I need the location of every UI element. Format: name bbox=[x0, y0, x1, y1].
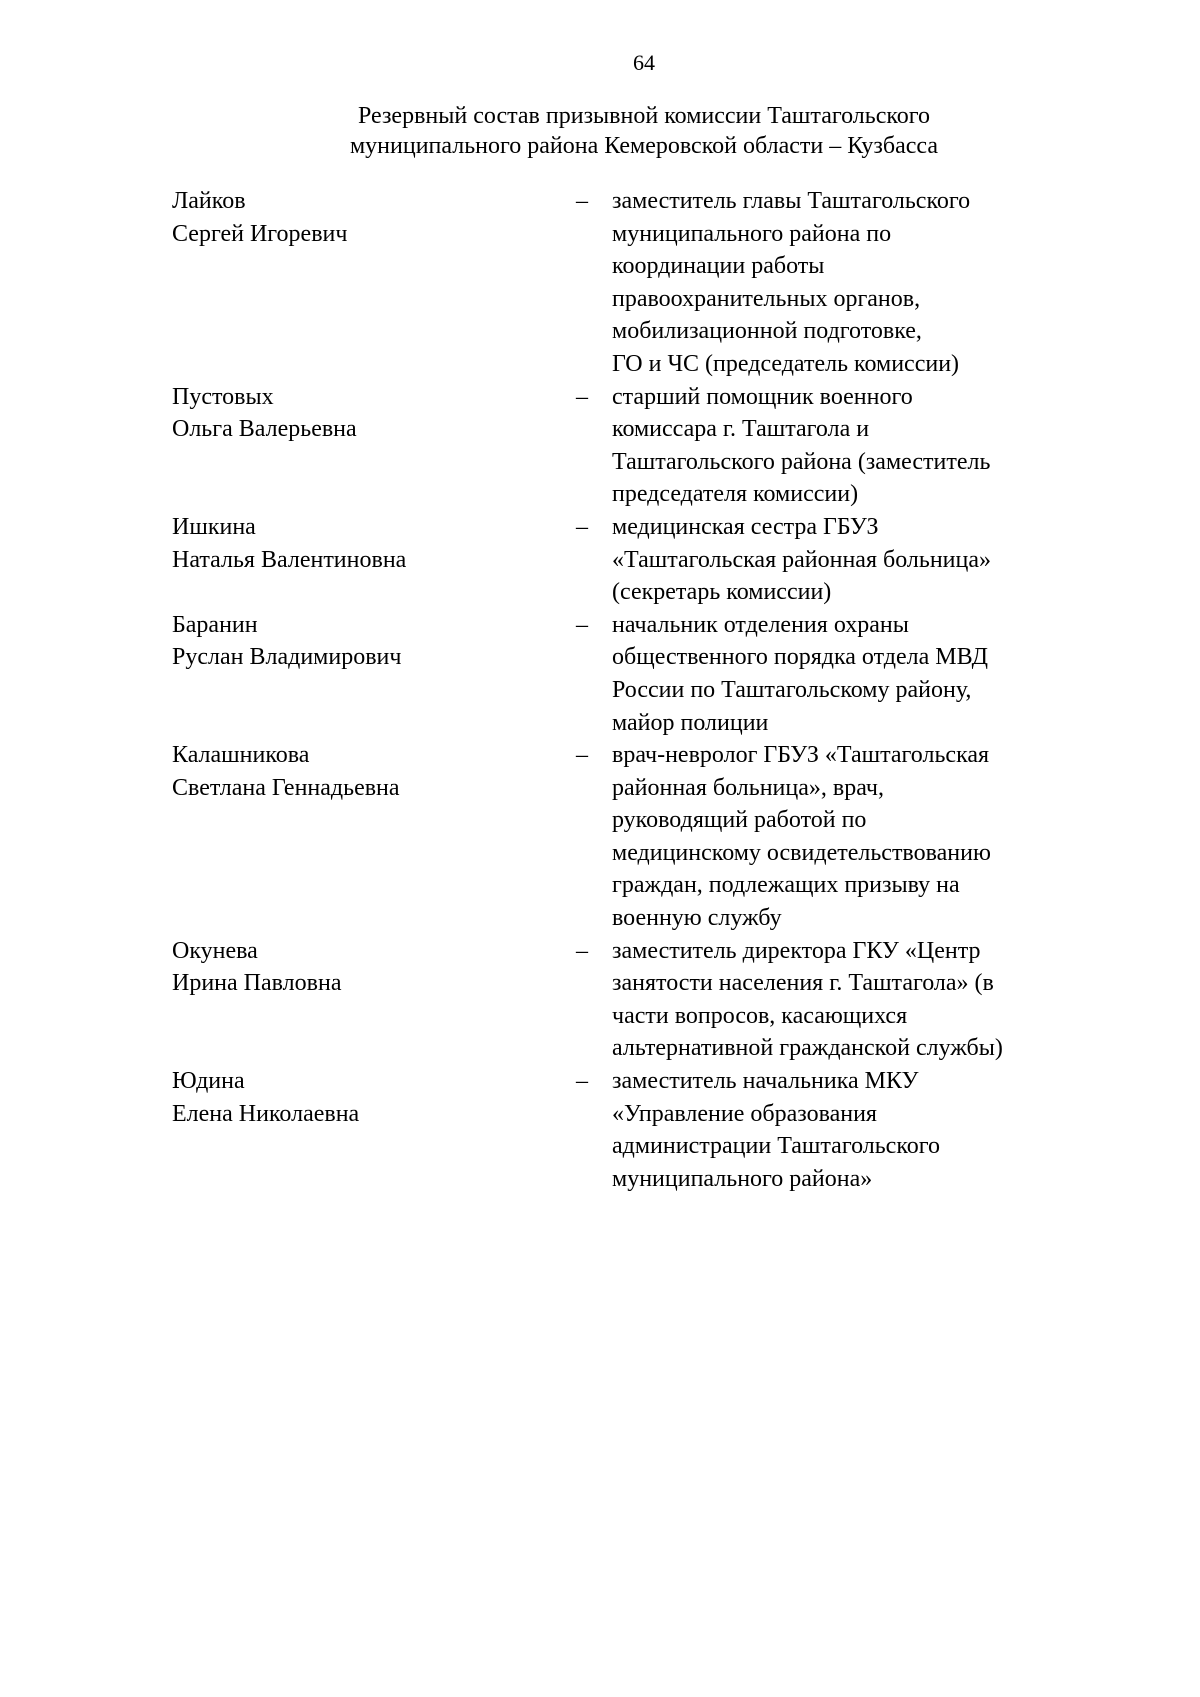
member-row bbox=[172, 511, 1102, 609]
member-role-line: альтернативной гражданской службы) bbox=[612, 1035, 1003, 1062]
member-row bbox=[172, 381, 1102, 511]
member-role-line: заместитель главы Таштагольского bbox=[612, 188, 971, 214]
member-dash: – bbox=[576, 513, 588, 540]
document-title bbox=[0, 101, 1200, 161]
member-role bbox=[612, 381, 1102, 511]
member-role-line: районная больница», врач, bbox=[612, 774, 884, 801]
page-number: 64 bbox=[633, 50, 655, 75]
member-role-line: координации работы bbox=[612, 253, 825, 280]
member-role-line: «Управление образования bbox=[612, 1100, 877, 1127]
member-role-line: медицинскому освидетельствованию bbox=[612, 839, 991, 866]
member-role bbox=[612, 511, 1102, 609]
member-given-names: Наталья Валентиновна bbox=[172, 546, 407, 573]
member-name bbox=[172, 609, 572, 739]
member-role-line: начальник отделения охраны bbox=[612, 611, 909, 638]
member-dash: – bbox=[576, 188, 588, 214]
member-row bbox=[172, 739, 1102, 935]
document-title-line-2: муниципального района Кемеровской области – Кузбасса bbox=[349, 133, 938, 159]
member-role-line: руководящий работой по bbox=[612, 807, 867, 834]
member-role-line: «Таштагольская районная больница» bbox=[612, 546, 991, 573]
member-dash: – bbox=[576, 383, 588, 410]
member-row bbox=[172, 185, 1102, 381]
member-given-names: Елена Николаевна bbox=[172, 1100, 360, 1127]
member-role-line: общественного порядка отдела МВД bbox=[612, 644, 989, 671]
member-role-line: занятости населения г. Таштагола» (в bbox=[612, 970, 994, 997]
member-role-line: заместитель директора ГКУ «Центр bbox=[612, 937, 981, 964]
member-role-line: председателя комиссии) bbox=[612, 481, 859, 508]
member-given-names: Светлана Геннадьевна bbox=[172, 774, 400, 801]
member-role-line: заместитель начальника МКУ bbox=[612, 1068, 919, 1095]
member-role bbox=[612, 739, 1102, 935]
member-given-names: Сергей Игоревич bbox=[172, 220, 348, 247]
member-name bbox=[172, 185, 572, 381]
member-given-names: Ольга Валерьевна bbox=[172, 416, 357, 443]
member-surname: Ишкина bbox=[172, 513, 256, 540]
member-role-line: России по Таштагольскому району, bbox=[612, 676, 972, 703]
member-row bbox=[172, 935, 1102, 1065]
member-role bbox=[612, 935, 1102, 1065]
member-name bbox=[172, 935, 572, 1065]
member-surname: Лайков bbox=[172, 188, 246, 214]
member-role-line: майор полиции bbox=[612, 709, 769, 736]
member-surname: Пустовых bbox=[172, 383, 274, 410]
member-row bbox=[172, 1065, 1102, 1195]
member-role-line: врач-невролог ГБУЗ «Таштагольская bbox=[612, 742, 990, 769]
member-role bbox=[612, 185, 1102, 381]
member-role-line: муниципального района» bbox=[612, 1165, 873, 1192]
member-role-line: (секретарь комиссии) bbox=[612, 579, 832, 606]
member-role-line: правоохранительных органов, bbox=[612, 285, 921, 312]
members-list bbox=[172, 185, 1102, 1195]
member-surname: Калашникова bbox=[172, 742, 310, 769]
document-title-line-1: Резервный состав призывной комиссии Таштагольского bbox=[357, 103, 931, 129]
member-name bbox=[172, 511, 572, 609]
member-role-line: ГО и ЧС (председатель комиссии) bbox=[612, 350, 960, 377]
member-role-line: администрации Таштагольского bbox=[612, 1133, 941, 1160]
member-role-line: старший помощник военного bbox=[612, 383, 913, 410]
member-role-line: Таштагольского района (заместитель bbox=[612, 448, 991, 475]
member-surname: Юдина bbox=[172, 1068, 245, 1095]
member-name bbox=[172, 739, 572, 935]
member-role-line: части вопросов, касающихся bbox=[612, 1002, 908, 1029]
member-name bbox=[172, 1065, 572, 1195]
member-role-line: комиссара г. Таштагола и bbox=[612, 416, 870, 443]
member-role bbox=[612, 1065, 1102, 1195]
member-dash: – bbox=[576, 937, 588, 964]
member-role-line: медицинская сестра ГБУЗ bbox=[612, 513, 879, 540]
member-dash: – bbox=[576, 611, 588, 638]
member-dash: – bbox=[576, 742, 588, 769]
member-surname: Баранин bbox=[172, 611, 258, 638]
member-role-line: муниципального района по bbox=[612, 220, 892, 247]
member-role bbox=[612, 609, 1102, 739]
member-row bbox=[172, 609, 1102, 739]
member-given-names: Ирина Павловна bbox=[172, 970, 342, 997]
member-given-names: Руслан Владимирович bbox=[172, 644, 402, 671]
member-role-line: мобилизационной подготовке, bbox=[612, 318, 922, 345]
member-name bbox=[172, 381, 572, 511]
member-dash: – bbox=[576, 1068, 588, 1095]
member-role-line: военную службу bbox=[612, 905, 782, 932]
member-role-line: граждан, подлежащих призыву на bbox=[612, 872, 960, 899]
member-surname: Окунева bbox=[172, 937, 258, 964]
